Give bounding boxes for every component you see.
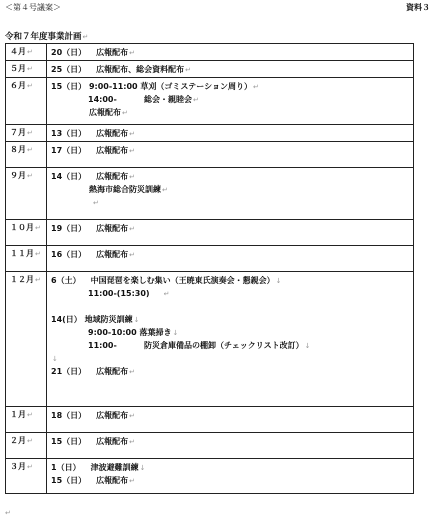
table-row [6,168,414,220]
detail-cell: 6（土） 中国琵琶を楽しむ集い（王暁東氏演奏会・懇親会）↓ 11:00-(15:30) ↵ 14(日） 地域防災訓練↓ 9:00-10:00 落葉掃き↓ 11:00- 防災倉庫備品の棚卸（チェックリスト改訂）↓ ↓ 21（日） 広報配布↵ [47,272,414,407]
event-line: 9:00-10:00 落葉掃き↓ [88,328,179,337]
event-text: 広報配布 [96,411,129,420]
event-date: 14（日） [51,172,87,181]
event-date: 6（土） [51,276,81,285]
month-cell: １１月↵ [6,246,47,272]
event-line: 15（日） 広報配布↵ [51,437,136,446]
event-line: 18（日） 広報配布↵ [51,411,136,420]
detail-cell [47,220,414,246]
event-text: 広報配布 [96,172,129,181]
event-line: 14:00- 総会・親睦会↵ [88,95,199,104]
event-line: 11:00-(15:30) ↵ [88,289,170,298]
event-date: 1（日） [51,463,81,472]
detail-cell [47,142,414,168]
event-text: 広報配布 [89,108,121,117]
event-time: 9:00-11:00 [88,82,138,91]
event-line: 20（日） 広報配布↵ [51,48,136,57]
event-text: 落葉掃き [139,328,172,337]
table-row [6,44,414,61]
event-text: 広報配布 [96,437,129,446]
month-cell: １２月↵ [6,272,47,407]
event-time: 11:00- [88,341,117,350]
table-row [6,125,414,142]
event-text: 草刈（ゴミステーション周り） [140,82,252,91]
event-line: 13（日） 広報配布↵ [51,129,136,138]
event-line: 15（日） 9:00-11:00 草刈（ゴミステーション周り）↵ [51,82,259,91]
table-row [6,142,414,168]
table-row [6,407,414,433]
detail-cell [47,433,414,459]
event-date: 16（日） [51,250,87,259]
event-date: 13（日） [51,129,87,138]
month-cell: ３月↵ [6,459,47,494]
event-date: 14(日） [51,315,82,324]
event-line: 6（土） 中国琵琶を楽しむ集い（王暁東氏演奏会・懇親会）↓ [51,276,282,285]
table-row [6,220,414,246]
event-text: 広報配布、総会資料配布 [96,65,185,74]
month-cell: ４月↵ [6,44,47,61]
page-title: 令和７年度事業計画↵ [5,32,89,42]
event-text: 広報配布 [96,367,129,376]
event-text: 地域防災訓練 [84,315,133,324]
paragraph-mark-icon: ↵ [5,509,11,517]
table-row [6,246,414,272]
month-cell: ７月↵ [6,125,47,142]
table-row [6,78,414,125]
month-cell: １０月↵ [6,220,47,246]
detail-cell [47,44,414,61]
month-cell: ６月↵ [6,78,47,125]
event-text: 広報配布 [96,476,129,485]
event-time: 9:00-10:00 [88,328,137,337]
event-date: 18（日） [51,411,87,420]
event-date: 15（日） [51,437,87,446]
month-cell: ９月↵ [6,168,47,220]
event-text: 広報配布 [96,224,129,233]
event-line: 熱海市総合防災訓練↵ [89,185,168,194]
event-text: 総会・親睦会 [144,95,192,104]
event-line: 広報配布↵ [89,108,128,117]
table-row [6,459,414,494]
document-number: 資料３ [406,3,430,12]
detail-cell [47,407,414,433]
month-cell: ８月↵ [6,142,47,168]
detail-cell [47,61,414,78]
event-text: 広報配布 [96,146,129,155]
table-row [6,272,414,407]
event-text: 広報配布 [96,250,129,259]
event-line: 17（日） 広報配布↵ [51,146,136,155]
month-cell: １月↵ [6,407,47,433]
event-line: 11:00- 防災倉庫備品の棚卸（チェックリスト改訂）↓ [88,341,311,350]
event-line: 16（日） 広報配布↵ [51,250,136,259]
event-date: 19（日） [51,224,87,233]
event-line: 21（日） 広報配布↵ [51,367,136,376]
event-line: 25（日） 広報配布、総会資料配布↵ [51,65,192,74]
event-time: 11:00-(15:30) [88,289,150,298]
event-text: 津波避難訓練 [90,463,139,472]
event-line: 1（日） 津波避難訓練↓ [51,463,146,472]
agenda-number: ＜第４号議案＞ [5,3,61,12]
month-cell: ５月↵ [6,61,47,78]
event-line: 15（日） 広報配布↵ [51,476,136,485]
month-cell: ２月↵ [6,433,47,459]
event-date: 20（日） [51,48,87,57]
event-date: 15（日） [51,476,87,485]
event-line: 14（日） 広報配布↵ [51,172,136,181]
detail-cell [47,78,414,125]
event-text: 熱海市総合防災訓練 [89,185,161,194]
event-text: 中国琵琶を楽しむ集い（王暁東氏演奏会・懇親会） [90,276,275,285]
event-date: 17（日） [51,146,87,155]
event-text: 広報配布 [96,129,129,138]
event-line: 14(日） 地域防災訓練↓ [51,315,140,324]
event-line: 19（日） 広報配布↵ [51,224,136,233]
event-plan-table [5,43,414,494]
event-text: 防災倉庫備品の棚卸（チェックリスト改訂） [144,341,304,350]
detail-cell [47,459,414,494]
event-time: 14:00- [88,95,117,104]
detail-cell: 14（日） 広報配布↵ 熱海市総合防災訓練↵ ↵ [47,168,414,220]
event-date: 15（日） [51,82,87,91]
event-text: 広報配布 [96,48,129,57]
detail-cell [47,246,414,272]
table-row [6,61,414,78]
table-row [6,433,414,459]
event-date: 21（日） [51,367,87,376]
event-date: 25（日） [51,65,87,74]
detail-cell [47,125,414,142]
